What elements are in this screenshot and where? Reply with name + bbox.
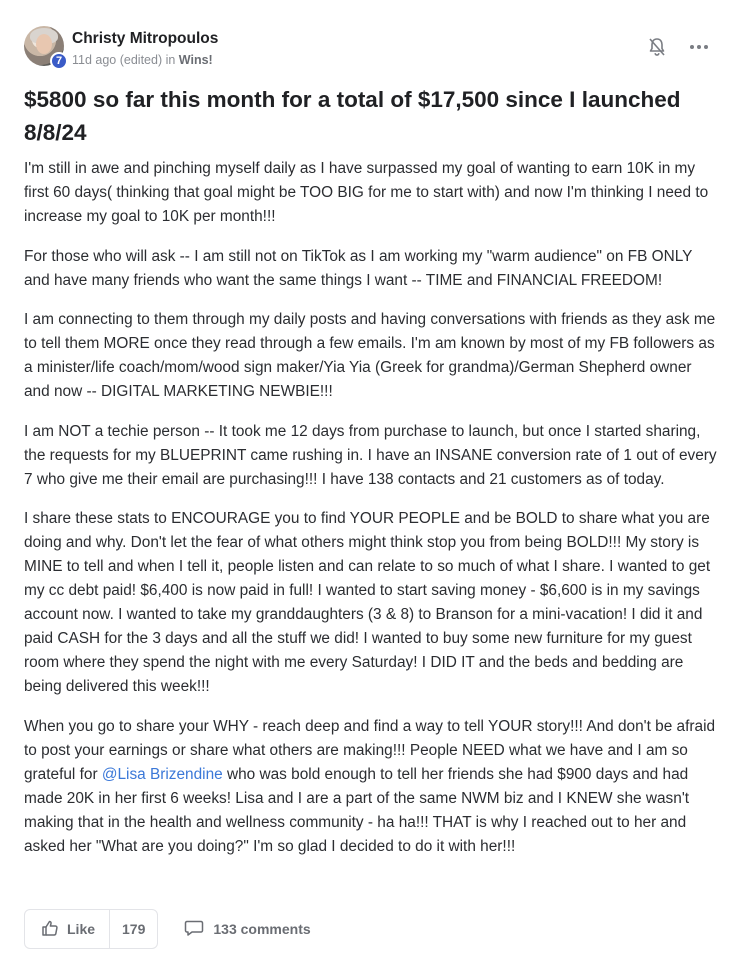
comments-count: 133 comments [213, 921, 311, 937]
more-horizontal-icon[interactable] [688, 36, 710, 58]
thumbs-up-icon [41, 919, 59, 940]
post-paragraph: I am connecting to them through my daily posts and having conversations with friends as they ask me to tell them MORE once they read through a few emails. I'm am known by most of my FB followers as a minister/life coach/mom/wood sign maker/Yia Yia (Greek for grandma)/German Shepherd owner and now -- DIGITAL MARKETING NEWBIE!!! [24, 311, 716, 400]
like-control [24, 909, 158, 949]
author-avatar[interactable] [24, 26, 68, 70]
post-time: 11d ago (edited) in [72, 53, 179, 67]
post-paragraph: For those who will ask -- I am still not on TikTok as I am working my "warm audience" on FB ONLY and have many friends who want the same things I want -- TIME and FINANCIAL FREEDOM! [24, 247, 693, 289]
post-meta [72, 53, 213, 67]
comments-button[interactable] [184, 919, 310, 940]
post-body [24, 157, 720, 874]
like-label: Like [67, 921, 96, 937]
paragraph-text: When you go to share your WHY - reach deep and find a way to tell YOUR story!!! And don't be afraid to post your earnings or share what others are making!!! People NEED what we have and I am so grateful for [24, 717, 716, 783]
comment-bubble-icon [184, 919, 204, 940]
paragraph-text: who was bold enough to tell her friends she had $900 days and had made 20K in her first 6 weeks! Lisa and I are a part of the same NWM biz and I KNEW she wasn't making that in the health and wellness community - ha ha!!! THAT is why I reached out to her and asked her "What are you doing?" I'm so glad I decided to do it with her!!! [24, 765, 690, 855]
post-paragraph-last [24, 715, 720, 859]
level-badge: 7 [50, 52, 68, 70]
post-paragraph: I share these stats to ENCOURAGE you to find YOUR PEOPLE and be BOLD to share what you are doing and why. Don't let the fear of what others might think stop you from being BOLD!!! My story is MINE to tell and when I tell it, people listen and can relate to so much of what I share. I wanted to get my cc debt paid! $6,400 is now paid in full! I wanted to start saving money - $6,600 is in my savings account now. I wanted to take my granddaughters (3 & 8) to Branson for a mini-vacation! I did it and paid CASH for the 3 days and all the stuff we did! I wanted to buy some new furniture for my guest room where they spend the night with me every Saturday! I DID IT and the beds and bedding are being delivered this week!!! [24, 510, 711, 695]
post-category[interactable]: Wins! [178, 53, 213, 67]
like-count[interactable]: 179 [109, 910, 157, 948]
author-name[interactable]: Christy Mitropoulos [72, 30, 219, 47]
header-actions [646, 36, 710, 58]
post-header [24, 26, 718, 72]
post-paragraph: I'm still in awe and pinching myself daily as I have surpassed my goal of wanting to earn 10K in my first 60 days( thinking that goal might be TOO BIG for me to start with) and now I'm thinking I need to increase my goal to 10K per month!!! [24, 160, 709, 225]
bell-off-icon[interactable] [646, 36, 668, 58]
user-mention-link[interactable]: @Lisa Brizendine [101, 765, 223, 783]
like-button[interactable] [25, 910, 109, 948]
post-paragraph: I am NOT a techie person -- It took me 12 days from purchase to launch, but once I started sharing, the requests for my BLUEPRINT came rushing in. I have an INSANE conversion rate of 1 out of every 7 who give me their email are purchasing!!! I have 138 contacts and 21 customers as of today. [24, 422, 717, 488]
post-footer [24, 909, 311, 949]
post-title: $5800 so far this month for a total of $17,500 since I launched 8/8/24 [24, 87, 681, 145]
